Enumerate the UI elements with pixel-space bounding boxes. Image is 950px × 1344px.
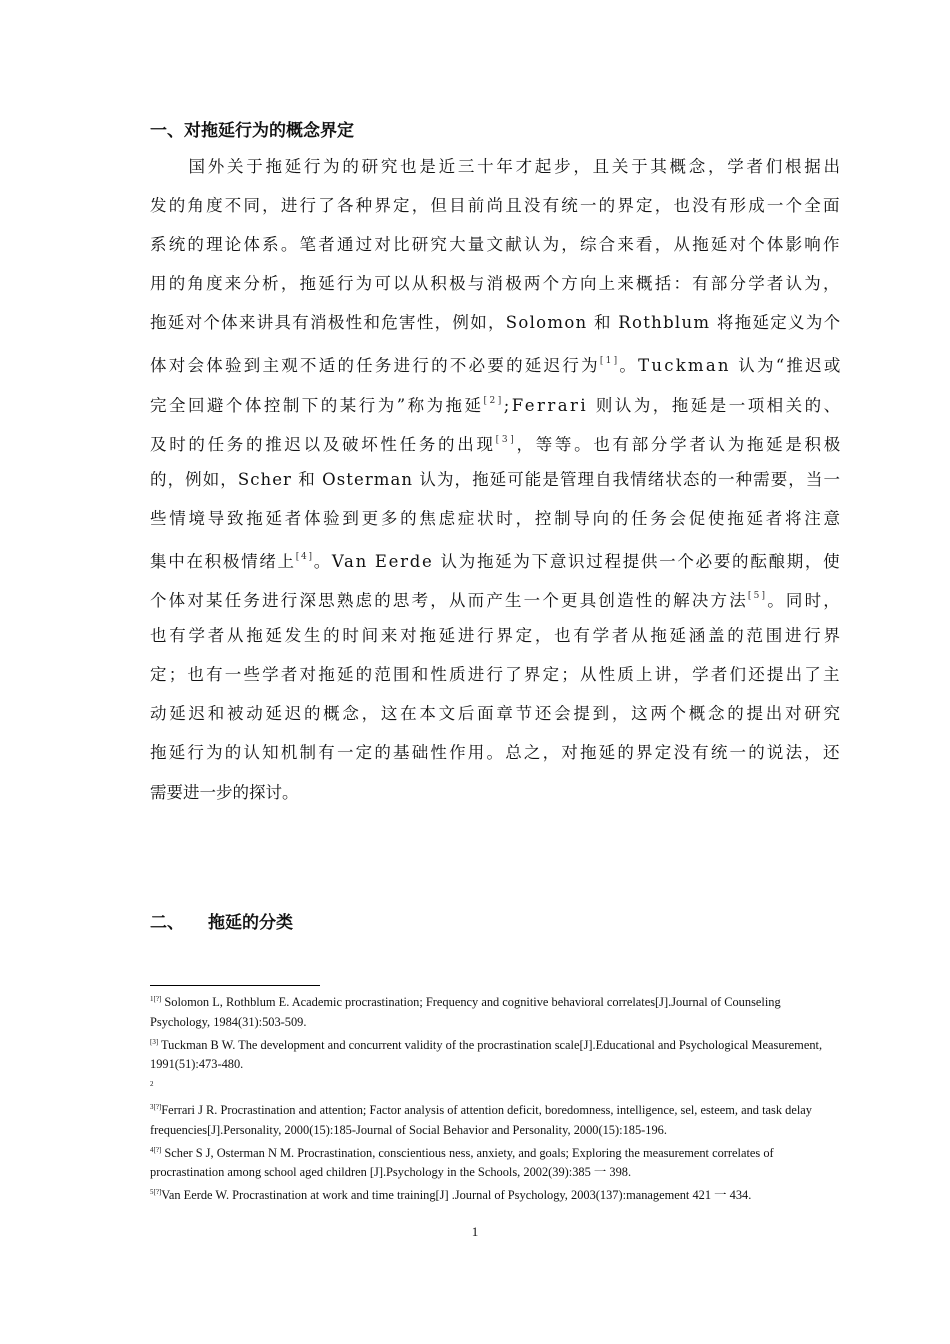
text-run: 系统的理论体系。笔者通过对比研究大量文献认为，综合来看，从拖延对个体影响作: [150, 235, 842, 255]
section-heading-2: [150, 908, 293, 933]
footnote-mark: 3[?]: [150, 1102, 162, 1111]
text-run: 定；也有一些学者对拖延的范围和性质进行了界定；从性质上讲，学者们还提出了主: [150, 665, 842, 685]
text-line: [150, 225, 840, 264]
text-line: [150, 694, 843, 733]
text-line-content: [150, 733, 842, 772]
text-run: 完全回避个体控制下的某行为”称为拖延: [150, 395, 484, 415]
text-line-content: [150, 577, 842, 616]
text-line-content: [150, 264, 842, 303]
text-run: 些情境导致拖延者体验到更多的焦虑症状时，控制导向的任务会促使拖延者将注意: [150, 508, 843, 528]
section-1-body: [150, 147, 843, 812]
text-line: [150, 421, 843, 460]
text-line: [150, 538, 840, 577]
footnote: [150, 1183, 840, 1206]
text-run: ，等等。也有部分学者认为拖延是积极: [516, 434, 843, 454]
text-run: 。Van Eerde 认为拖延为下意识过程提供一个必要的酝酿期，使: [313, 551, 842, 571]
text-run: 及时的任务的推迟以及破坏性任务的出现: [150, 434, 496, 454]
citation-marker[interactable]: [3]: [495, 434, 517, 445]
text-line-content: [150, 303, 841, 342]
text-run: 集中在积极情绪上: [150, 551, 296, 571]
text-run: 发的角度不同，进行了各种界定，但目前尚且没有统一的界定，也没有形成一个全面: [150, 196, 842, 216]
section-heading-1: 一、对拖延行为的概念界定: [150, 121, 354, 141]
text-line: [150, 733, 840, 772]
footnotes: [150, 990, 840, 1206]
text-line-content: [150, 147, 843, 186]
footnote-text: Scher S J, Osterman N M. Procrastination, conscientious ness, anxiety, and goals; Exploring the measurement correlates of procrastination among school aged children [J].Psychology in the Schools, 2002(39):385 一 398.: [150, 1145, 774, 1180]
footnote-text: Tuckman B W. The development and concurrent validity of the procrastination scale[J].Educational and Psychological Measurement, 1991(51):473-480.: [150, 1037, 823, 1072]
citation-marker[interactable]: [2]: [483, 395, 504, 406]
text-run: 也有学者从拖延发生的时间来对拖延进行界定，也有学者从拖延涵盖的范围进行界: [150, 626, 843, 646]
footnote-mark: [3]: [150, 1037, 159, 1046]
citation-marker[interactable]: [1]: [599, 356, 620, 367]
footnote: [150, 1033, 840, 1076]
text-line-content: [150, 421, 843, 460]
text-run: ;Ferrari 则认为，拖延是一项相关的、: [503, 395, 843, 415]
text-run: 国外关于拖延行为的研究也是近三十年才起步，且关于其概念，学者们根据出: [150, 157, 843, 176]
text-run: 拖延行为的认知机制有一定的基础性作用。总之，对拖延的界定没有统一的说法，还: [150, 743, 842, 763]
text-run: 。同时，: [767, 591, 842, 611]
text-line-content: [150, 773, 299, 812]
footnote-mark: 5[?]: [150, 1188, 162, 1197]
section-heading-2-number: 二、: [150, 913, 184, 933]
footnote-mark: 1[?]: [150, 995, 162, 1003]
text-line-content: [150, 342, 843, 381]
text-line-content: [150, 499, 843, 538]
text-line-content: [150, 694, 843, 733]
text-line-content: [150, 382, 843, 421]
text-line-content: [150, 616, 843, 655]
footnote-text: Van Eerde W. Procrastination at work and time training[J] .Journal of Psychology, 2003(137):management 421 一 434.: [161, 1188, 752, 1203]
section-heading-2-title: 拖延的分类: [208, 913, 293, 933]
text-run: 用的角度来分析，拖延行为可以从积极与消极两个方向上来概括：有部分学者认为，: [150, 274, 842, 294]
text-line: [150, 147, 843, 186]
text-line: [150, 382, 843, 421]
text-line-content: [150, 460, 841, 499]
text-line: [150, 577, 840, 616]
text-run: 的，例如，Scher 和 Osterman 认为，拖延可能是管理自我情绪状态的一种需要，当一: [150, 469, 842, 489]
footnote-mark: 4[?]: [150, 1145, 162, 1154]
footnote: [150, 1098, 840, 1141]
text-line: [150, 616, 843, 655]
text-line-content: [150, 186, 842, 225]
footnote: [150, 1141, 840, 1184]
footnote: [150, 990, 840, 1033]
text-line: [150, 773, 840, 812]
text-run: 需要进一步的探讨。: [150, 782, 299, 802]
footnote-text: Solomon L, Rothblum E. Academic procrastination; Frequency and cognitive behavioral correlates[J].Journal of Counseling Psychology, 1984(31):503-509.: [150, 995, 781, 1029]
text-line: [150, 460, 840, 499]
page-number: 1: [471, 1224, 479, 1239]
text-line: [150, 342, 843, 381]
text-line: [150, 186, 840, 225]
citation-marker[interactable]: [4]: [295, 551, 314, 562]
footnote-text: Ferrari J R. Procrastination and attention; Factor analysis of attention deficit, boredomness, intelligence, sel, esteem, and task delay frequencies[J].Personality, 2000(15):185-Journal of Social Behavior and Personality, 2000(15):185-196.: [150, 1102, 812, 1137]
text-line: [150, 655, 840, 694]
text-line-content: [150, 225, 842, 264]
footnote-separator: [150, 985, 320, 986]
footnote-mark: 2: [150, 1080, 154, 1089]
text-run: 体对会体验到主观不适的任务进行的不必要的延迟行为: [150, 356, 600, 376]
text-line: [150, 264, 840, 303]
text-run: 。Tuckman 认为“推迟或: [619, 356, 843, 376]
text-line: [150, 499, 843, 538]
text-line-content: [150, 538, 841, 577]
text-run: 拖延对个体来讲具有消极性和危害性，例如，Solomon 和 Rothblum 将拖延定义为个: [150, 313, 842, 333]
footnote: [150, 1075, 840, 1098]
text-run: 个体对某任务进行深思熟虑的思考，从而产生一个更具创造性的解决方法: [150, 591, 748, 611]
text-line-content: [150, 655, 842, 694]
text-run: 动延迟和被动延迟的概念，这在本文后面章节还会提到，这两个概念的提出对研究: [150, 704, 843, 724]
citation-marker[interactable]: [5]: [747, 591, 768, 602]
text-line: [150, 303, 840, 342]
